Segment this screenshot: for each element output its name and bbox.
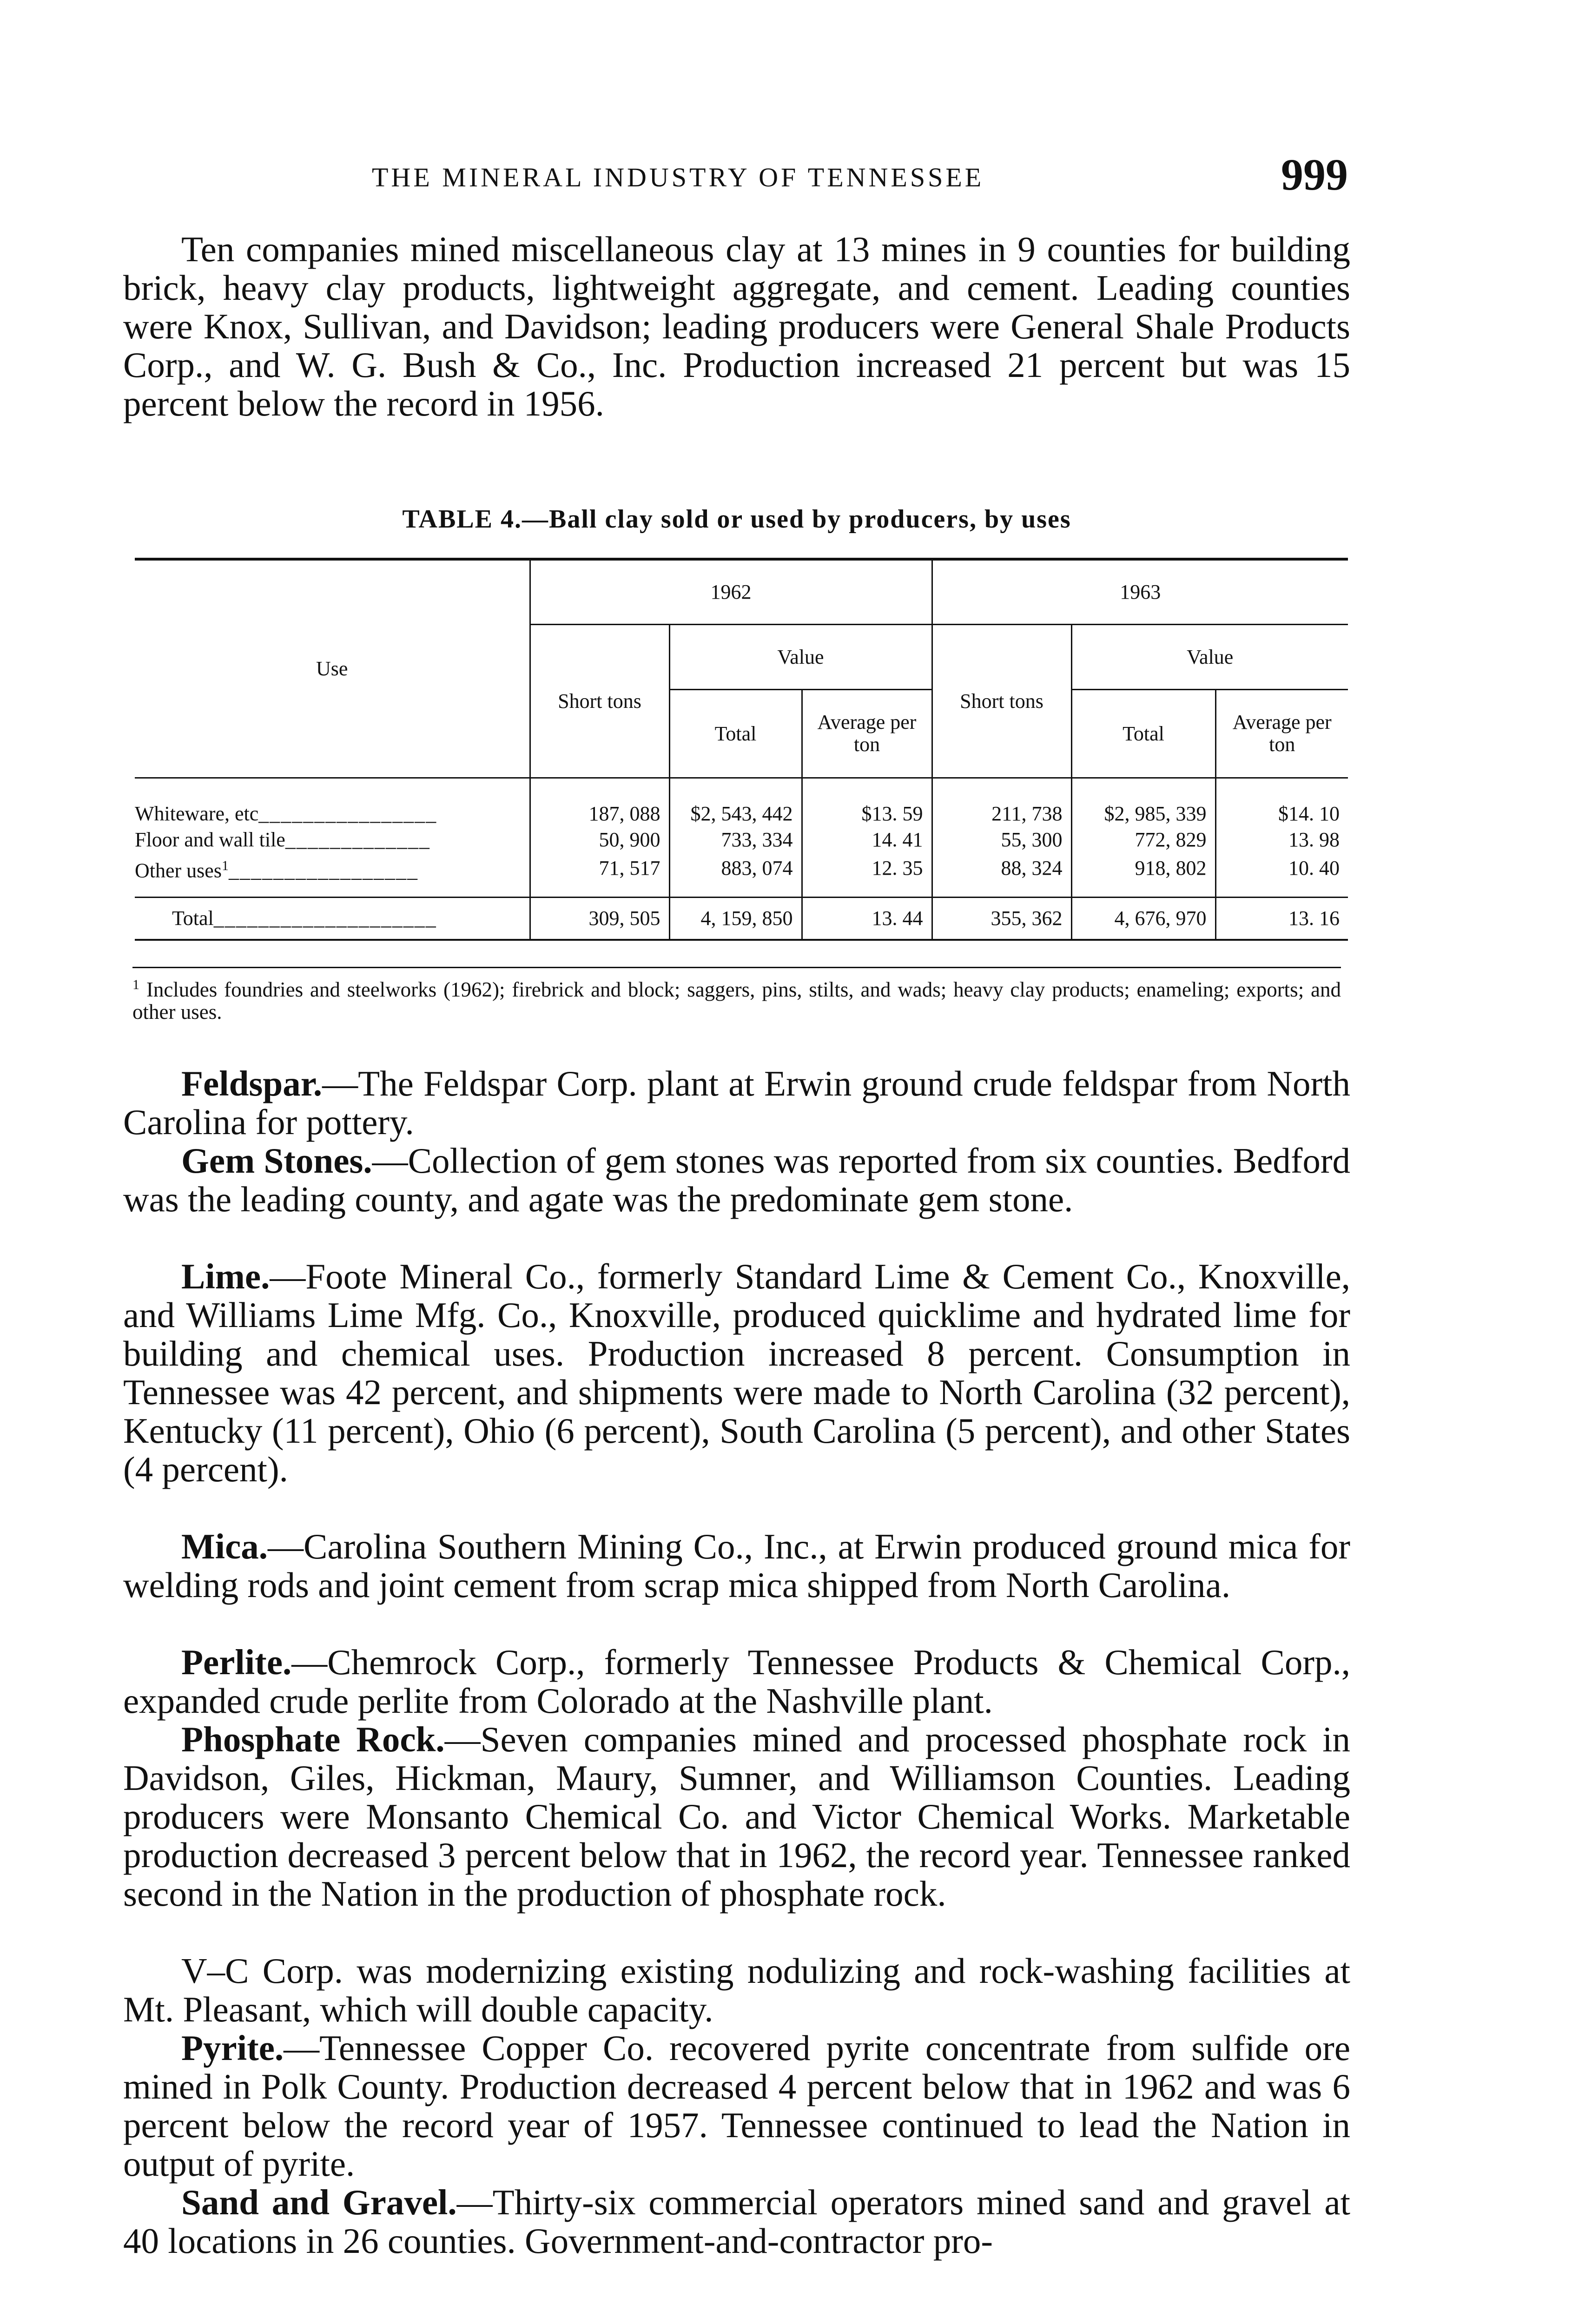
section-perlite <box>123 1643 1350 1720</box>
header-value-1963: Value <box>1071 624 1348 689</box>
section-heading: Pyrite. <box>181 2028 284 2068</box>
section-phosphate-rock <box>123 1720 1350 1913</box>
section-heading: Gem Stones. <box>181 1141 372 1181</box>
cell-total-average-1962: 13. 44 <box>802 898 932 940</box>
cell-total-1962: 733, 334 <box>669 827 802 853</box>
running-title: THE MINERAL INDUSTRY OF TENNESSEE <box>372 162 984 192</box>
row-label: Other uses <box>135 859 222 882</box>
section-text: —Carolina Southern Mining Co., Inc., at Erwin produced ground mica for welding rods and joint cement from scrap mica shipped from North Carolina. <box>123 1526 1350 1605</box>
cell-total-value-1963: 4, 676, 970 <box>1071 898 1215 940</box>
header-use: Use <box>135 559 530 778</box>
section-text: —Thirty-six commercial operators mined sand and gravel at 40 locations in 26 counties. Government-and-contractor pro- <box>123 2182 1350 2261</box>
section-text: —Tennessee Copper Co. recovered pyrite concentrate from sulfide ore mined in Polk County. Production decreased 4 percent below that in 1962 and was 6 percent below the record year of 1957. Tennessee continued to lead the Nation in output of pyrite. <box>123 2028 1350 2184</box>
page-number: 999 <box>1281 150 1348 199</box>
header-average-1962: Average per ton <box>802 689 932 778</box>
row-label: Floor and wall tile <box>135 828 285 851</box>
section-mica <box>123 1527 1350 1604</box>
section-text: —Seven companies mined and processed phosphate rock in Davidson, Giles, Hickman, Maury, Sumner, and Williamson Counties. Leading producers were Monsanto Chemical Co. and Victor Chemical Works. Marketable production decreased 3 percent below that in 1962, the record year. Tennessee ranked second in the Nation in the production of phosphate rock. <box>123 1719 1350 1914</box>
cell-short-tons-1962: 71, 517 <box>530 853 669 898</box>
section-text: —Chemrock Corp., formerly Tennessee Products & Chemical Corp., expanded crude perlite from Colorado at the Nashville plant. <box>123 1642 1350 1721</box>
cell-total-short-tons-1963: 355, 362 <box>932 898 1071 940</box>
section-feldspar <box>123 1064 1350 1142</box>
section-sand-and-gravel <box>123 2183 1350 2260</box>
section-heading: Lime. <box>181 1256 270 1296</box>
cell-average-1962: $13. 59 <box>802 778 932 827</box>
section-text: —Foote Mineral Co., formerly Standard Lime & Cement Co., Knoxville, and Williams Lime Mfg. Co., Knoxville, produced quicklime and hydrated lime for building and chemical uses. Production increased 8 percent. Consumption in Tennessee was 42 percent, and shipments were made to North Carolina (32 percent), Kentucky (11 percent), Ohio (6 percent), South Carolina (5 percent), and other States (4 percent). <box>123 1256 1350 1489</box>
section-lime <box>123 1257 1350 1489</box>
cell-total-value-1962: 4, 159, 850 <box>669 898 802 940</box>
cell-average-1962: 14. 41 <box>802 827 932 853</box>
running-head <box>130 149 1348 200</box>
footnote-text: Includes foundries and steelworks (1962); firebrick and block; saggers, pins, stilts, and wads; heavy clay products; enameling; exports; and other uses. <box>132 978 1341 1023</box>
table-total-row: Total____________________ 309, 505 4, 159, 850 13. 44 355, 362 4, 676, 970 13. 16 <box>135 898 1348 940</box>
cell-short-tons-1963: 211, 738 <box>932 778 1071 827</box>
table-row: Whiteware, etc________________ 187, 088 $2, 543, 442 $13. 59 211, 738 $2, 985, 339 $14. 10 <box>135 778 1348 827</box>
cell-total-short-tons-1962: 309, 505 <box>530 898 669 940</box>
section-text: —The Feldspar Corp. plant at Erwin ground crude feldspar from North Carolina for pottery. <box>123 1063 1350 1142</box>
header-short-tons-1962: Short tons <box>530 624 669 778</box>
cell-total-1962: $2, 543, 442 <box>669 778 802 827</box>
section-gem-stones <box>123 1142 1350 1219</box>
cell-total-average-1963: 13. 16 <box>1215 898 1348 940</box>
table-title: TABLE 4.—Ball clay sold or used by producers, by uses <box>402 505 1071 534</box>
header-short-tons-1963: Short tons <box>932 624 1071 778</box>
ball-clay-table <box>135 558 1348 941</box>
section-heading: Sand and Gravel. <box>181 2182 457 2222</box>
table-row: Floor and wall tile_____________ 50, 900 733, 334 14. 41 55, 300 772, 829 13. 98 <box>135 827 1348 853</box>
section-pyrite <box>123 2029 1350 2183</box>
cell-average-1963: 13. 98 <box>1288 828 1340 851</box>
header-year-1963: 1963 <box>932 559 1348 624</box>
cell-short-tons-1963: 88, 324 <box>932 853 1071 898</box>
cell-average-1963: $14. 10 <box>1278 802 1340 825</box>
section-heading: Phosphate Rock. <box>181 1719 445 1759</box>
header-total-1963: Total <box>1071 689 1215 778</box>
table-footnote <box>132 967 1341 1023</box>
cell-short-tons-1962: 187, 088 <box>530 778 669 827</box>
section-vc-corp <box>123 1952 1350 2029</box>
section-text: V–C Corp. was modernizing existing nodulizing and rock-washing facilities at Mt. Pleasant, which will double capacity. <box>123 1951 1350 2029</box>
header-total-1962: Total <box>669 689 802 778</box>
cell-total-1963: 918, 802 <box>1071 853 1215 898</box>
cell-short-tons-1963: 55, 300 <box>932 827 1071 853</box>
row-label: Whiteware, etc <box>135 802 259 825</box>
footnote-marker: 1 <box>221 858 229 873</box>
cell-average-1963: 10. 40 <box>1288 856 1340 879</box>
intro-paragraph: Ten companies mined miscellaneous clay at 13 mines in 9 counties for building brick, heavy clay products, lightweight aggregate, and cement. Leading counties were Knox, Sullivan, and Davidson; leading producers were General Shale Products Corp., and W. G. Bush & Co., Inc. Production increased 21 percent but was 15 percent below the record in 1956. <box>123 229 1350 423</box>
cell-total-1963: 772, 829 <box>1071 827 1215 853</box>
section-heading: Perlite. <box>181 1642 292 1682</box>
section-text: —Collection of gem stones was reported from six counties. Bedford was the leading county, and agate was the predominate gem stone. <box>123 1141 1350 1219</box>
cell-short-tons-1962: 50, 900 <box>530 827 669 853</box>
footnote-number: 1 <box>132 977 139 992</box>
section-heading: Mica. <box>181 1526 268 1566</box>
total-label: Total <box>172 907 214 930</box>
section-heading: Feldspar. <box>181 1063 323 1103</box>
header-value-1962: Value <box>669 624 932 689</box>
table-row: Other uses$^1$_________________ 71, 517 883, 074 12. 35 88, 324 918, 802 10. 40 <box>135 853 1348 898</box>
cell-total-1963: $2, 985, 339 <box>1071 778 1215 827</box>
header-average-1963: Average per ton <box>1215 689 1348 778</box>
header-year-1962: 1962 <box>530 559 932 624</box>
cell-total-1962: 883, 074 <box>669 853 802 898</box>
cell-average-1962: 12. 35 <box>802 853 932 898</box>
